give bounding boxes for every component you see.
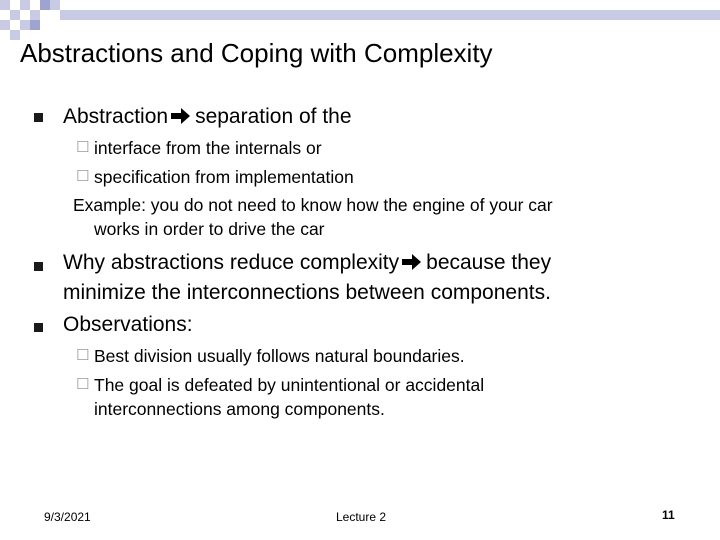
example-text-line2: works in order to drive the car: [94, 219, 325, 239]
bullet-marker: [34, 262, 43, 271]
bullet-marker: [34, 113, 43, 122]
bullet-marker: [34, 323, 43, 332]
sub-item: interface from the internals or: [94, 138, 322, 158]
sub-item: specification from implementation: [94, 167, 354, 187]
example-text-line1: Example: you do not need to know how the engine of your car: [73, 195, 553, 215]
bullet-abstraction-definition: separation of the: [195, 105, 352, 128]
right-arrow-icon: [171, 107, 191, 125]
bullet-why-abstractions: [63, 248, 551, 278]
checkbox-icon: ☐: [76, 347, 90, 364]
bullet-abstraction-term: Abstraction: [63, 105, 169, 128]
sub-item: The goal is defeated by unintentional or accidental: [94, 375, 485, 395]
footer-center-text: Lecture 2: [336, 510, 387, 524]
checkbox-icon: ☐: [76, 139, 90, 156]
right-arrow-icon: [402, 253, 422, 271]
bullet-why-reason: because they: [426, 251, 552, 274]
bullet-why-text: Why abstractions reduce complexity: [63, 251, 400, 274]
bullet-observations: Observations:: [63, 313, 193, 336]
sub-item: Best division usually follows natural boundaries.: [94, 346, 465, 366]
checkbox-icon: ☐: [76, 168, 90, 185]
bullet-abstraction: [63, 102, 352, 132]
checkbox-icon: ☐: [76, 376, 90, 393]
sub-item-continuation: interconnections among components.: [94, 399, 385, 419]
footer-date: 9/3/2021: [44, 510, 91, 524]
slide-page-number: 11: [662, 508, 675, 522]
slide-title: Abstractions and Coping with Complexity: [20, 38, 493, 68]
bullet-why-line2: minimize the interconnections between components.: [63, 281, 551, 304]
header-checker-pattern: [0, 0, 720, 40]
